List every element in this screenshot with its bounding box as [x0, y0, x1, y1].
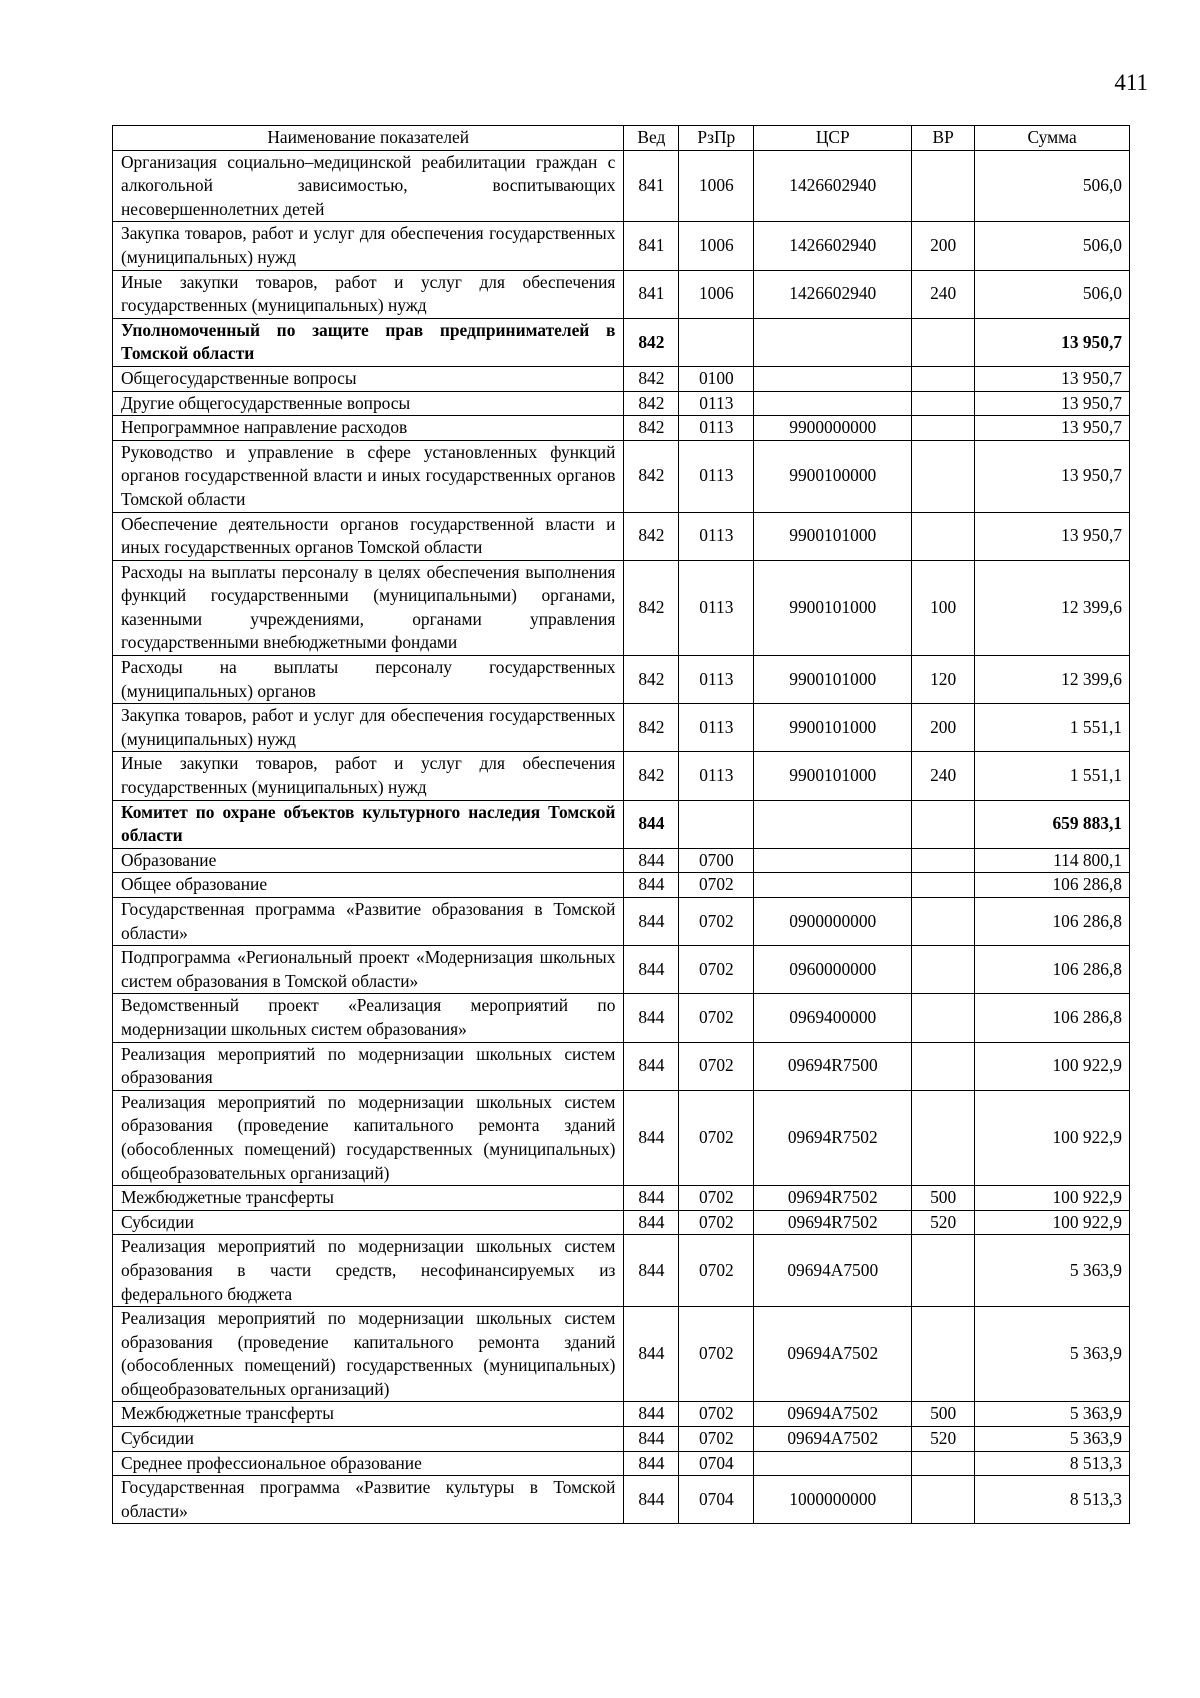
- cell-sum: 106 286,8: [975, 946, 1130, 994]
- cell-rzpr: 0113: [679, 440, 754, 512]
- header-rzpr: РзПр: [679, 126, 754, 151]
- cell-sum: 106 286,8: [975, 873, 1130, 898]
- cell-ved: 844: [624, 898, 679, 946]
- cell-csr: 1000000000: [754, 1476, 912, 1524]
- table-row: [113, 1451, 1130, 1476]
- cell-rzpr: 0702: [679, 1427, 754, 1452]
- cell-ved: 844: [624, 800, 679, 848]
- cell-csr: 9900101000: [754, 512, 912, 560]
- cell-ved: 844: [624, 1210, 679, 1235]
- cell-csr: [754, 391, 912, 416]
- cell-name: Руководство и управление в сфере установленных функций органов государственной власти и иных государственных органов Томской области: [113, 440, 624, 512]
- table-row: [113, 512, 1130, 560]
- cell-rzpr: 0702: [679, 1402, 754, 1427]
- cell-vr: 100: [912, 560, 975, 655]
- header-csr: ЦСР: [754, 126, 912, 151]
- cell-rzpr: 1006: [679, 270, 754, 318]
- cell-ved: 844: [624, 1427, 679, 1452]
- cell-vr: 240: [912, 270, 975, 318]
- cell-rzpr: 0700: [679, 848, 754, 873]
- cell-ved: 842: [624, 656, 679, 704]
- cell-ved: 844: [624, 848, 679, 873]
- cell-rzpr: 0702: [679, 1042, 754, 1090]
- cell-rzpr: 0113: [679, 704, 754, 752]
- cell-vr: [912, 366, 975, 391]
- cell-vr: [912, 1090, 975, 1185]
- cell-vr: [912, 150, 975, 222]
- cell-rzpr: 0702: [679, 946, 754, 994]
- table-row: [113, 416, 1130, 441]
- cell-name: Организация социально–медицинской реабилитации граждан с алкогольной зависимостью, воспитывающих несовершеннолетних детей: [113, 150, 624, 222]
- cell-sum: 106 286,8: [975, 994, 1130, 1042]
- cell-csr: 09694R7500: [754, 1042, 912, 1090]
- cell-vr: 120: [912, 656, 975, 704]
- cell-ved: 842: [624, 440, 679, 512]
- cell-csr: 0900000000: [754, 898, 912, 946]
- cell-rzpr: 0113: [679, 656, 754, 704]
- cell-sum: 100 922,9: [975, 1186, 1130, 1211]
- cell-csr: 1426602940: [754, 270, 912, 318]
- cell-ved: 844: [624, 1307, 679, 1402]
- cell-rzpr: 0113: [679, 416, 754, 441]
- cell-csr: 0960000000: [754, 946, 912, 994]
- cell-ved: 842: [624, 752, 679, 800]
- cell-name: Закупка товаров, работ и услуг для обеспечения государственных (муниципальных) нужд: [113, 222, 624, 270]
- cell-vr: [912, 318, 975, 366]
- cell-rzpr: 0702: [679, 1210, 754, 1235]
- cell-csr: 09694R7502: [754, 1210, 912, 1235]
- cell-vr: [912, 440, 975, 512]
- table-row: [113, 391, 1130, 416]
- cell-sum: 106 286,8: [975, 898, 1130, 946]
- cell-vr: [912, 898, 975, 946]
- cell-rzpr: [679, 318, 754, 366]
- cell-csr: 9900101000: [754, 656, 912, 704]
- cell-sum: 5 363,9: [975, 1307, 1130, 1402]
- table-row: [113, 1090, 1130, 1185]
- cell-vr: [912, 512, 975, 560]
- cell-rzpr: [679, 800, 754, 848]
- cell-sum: 13 950,7: [975, 318, 1130, 366]
- table-row: [113, 873, 1130, 898]
- cell-name: Ведомственный проект «Реализация мероприятий по модернизации школьных систем образования»: [113, 994, 624, 1042]
- table-row: [113, 704, 1130, 752]
- cell-csr: [754, 366, 912, 391]
- cell-csr: 09694A7502: [754, 1307, 912, 1402]
- table-row: [113, 1307, 1130, 1402]
- cell-ved: 844: [624, 873, 679, 898]
- cell-csr: 9900101000: [754, 752, 912, 800]
- cell-vr: [912, 800, 975, 848]
- cell-name: Общее образование: [113, 873, 624, 898]
- cell-ved: 842: [624, 366, 679, 391]
- cell-name: Государственная программа «Развитие культуры в Томской области»: [113, 1476, 624, 1524]
- header-name: Наименование показателей: [113, 126, 624, 151]
- cell-name: Комитет по охране объектов культурного наследия Томской области: [113, 800, 624, 848]
- cell-ved: 844: [624, 1186, 679, 1211]
- cell-rzpr: 0702: [679, 1235, 754, 1307]
- cell-name: Межбюджетные трансферты: [113, 1186, 624, 1211]
- table-row: [113, 440, 1130, 512]
- cell-csr: 0969400000: [754, 994, 912, 1042]
- cell-sum: 506,0: [975, 150, 1130, 222]
- cell-ved: 842: [624, 560, 679, 655]
- table-body: [113, 150, 1130, 1524]
- cell-name: Общегосударственные вопросы: [113, 366, 624, 391]
- cell-name: Расходы на выплаты персоналу государственных (муниципальных) органов: [113, 656, 624, 704]
- cell-sum: 5 363,9: [975, 1402, 1130, 1427]
- cell-name: Уполномоченный по защите прав предпринимателей в Томской области: [113, 318, 624, 366]
- cell-name: Субсидии: [113, 1210, 624, 1235]
- cell-ved: 842: [624, 416, 679, 441]
- table-row: [113, 222, 1130, 270]
- cell-csr: [754, 800, 912, 848]
- cell-vr: [912, 848, 975, 873]
- cell-sum: 100 922,9: [975, 1210, 1130, 1235]
- cell-ved: 844: [624, 1090, 679, 1185]
- table-row: [113, 1402, 1130, 1427]
- cell-rzpr: 0113: [679, 391, 754, 416]
- cell-csr: 9900000000: [754, 416, 912, 441]
- cell-rzpr: 0702: [679, 898, 754, 946]
- cell-vr: [912, 946, 975, 994]
- table-row: [113, 1210, 1130, 1235]
- cell-name: Реализация мероприятий по модернизации школьных систем образования: [113, 1042, 624, 1090]
- table-row: [113, 848, 1130, 873]
- cell-sum: 659 883,1: [975, 800, 1130, 848]
- cell-rzpr: 0113: [679, 512, 754, 560]
- table-row: [113, 1186, 1130, 1211]
- cell-name: Образование: [113, 848, 624, 873]
- cell-ved: 844: [624, 1042, 679, 1090]
- header-ved: Вед: [624, 126, 679, 151]
- table-row: [113, 1476, 1130, 1524]
- cell-csr: 9900101000: [754, 704, 912, 752]
- table-row: [113, 994, 1130, 1042]
- cell-sum: 100 922,9: [975, 1090, 1130, 1185]
- cell-rzpr: 0704: [679, 1476, 754, 1524]
- cell-rzpr: 0702: [679, 1307, 754, 1402]
- budget-table: [112, 125, 1130, 1524]
- cell-rzpr: 0113: [679, 752, 754, 800]
- cell-name: Субсидии: [113, 1427, 624, 1452]
- cell-ved: 844: [624, 1235, 679, 1307]
- cell-ved: 844: [624, 1476, 679, 1524]
- cell-csr: [754, 318, 912, 366]
- cell-vr: [912, 391, 975, 416]
- cell-sum: 506,0: [975, 270, 1130, 318]
- cell-sum: 13 950,7: [975, 416, 1130, 441]
- cell-sum: 100 922,9: [975, 1042, 1130, 1090]
- cell-sum: 506,0: [975, 222, 1130, 270]
- cell-csr: [754, 873, 912, 898]
- cell-vr: [912, 1235, 975, 1307]
- cell-name: Закупка товаров, работ и услуг для обеспечения государственных (муниципальных) нужд: [113, 704, 624, 752]
- cell-sum: 13 950,7: [975, 512, 1130, 560]
- cell-rzpr: 0702: [679, 1090, 754, 1185]
- cell-csr: [754, 1451, 912, 1476]
- cell-name: Иные закупки товаров, работ и услуг для обеспечения государственных (муниципальных) нужд: [113, 752, 624, 800]
- cell-vr: [912, 1042, 975, 1090]
- table-row: [113, 318, 1130, 366]
- cell-vr: 240: [912, 752, 975, 800]
- cell-vr: [912, 873, 975, 898]
- cell-ved: 844: [624, 994, 679, 1042]
- cell-sum: 12 399,6: [975, 656, 1130, 704]
- table-row: [113, 800, 1130, 848]
- cell-csr: 09694R7502: [754, 1090, 912, 1185]
- cell-ved: 844: [624, 946, 679, 994]
- cell-ved: 841: [624, 222, 679, 270]
- cell-name: Реализация мероприятий по модернизации школьных систем образования (проведение капитального ремонта зданий (обособленных помещений) государственных (муниципальных) общеобразовательных организаций): [113, 1307, 624, 1402]
- cell-csr: 9900100000: [754, 440, 912, 512]
- cell-name: Непрограммное направление расходов: [113, 416, 624, 441]
- cell-csr: 09694A7502: [754, 1402, 912, 1427]
- cell-sum: 13 950,7: [975, 366, 1130, 391]
- cell-name: Расходы на выплаты персоналу в целях обеспечения выполнения функций государственными (муниципальными) органами, казенными учреждениями, органами управления государственными внебюджетными фондами: [113, 560, 624, 655]
- cell-rzpr: 0702: [679, 1186, 754, 1211]
- cell-ved: 844: [624, 1402, 679, 1427]
- table-row: [113, 150, 1130, 222]
- cell-ved: 842: [624, 318, 679, 366]
- cell-csr: 09694R7502: [754, 1186, 912, 1211]
- cell-name: Иные закупки товаров, работ и услуг для обеспечения государственных (муниципальных) нужд: [113, 270, 624, 318]
- cell-sum: 8 513,3: [975, 1476, 1130, 1524]
- header-row: [113, 126, 1130, 151]
- table-row: [113, 560, 1130, 655]
- cell-sum: 114 800,1: [975, 848, 1130, 873]
- cell-vr: [912, 1451, 975, 1476]
- cell-rzpr: 1006: [679, 150, 754, 222]
- cell-sum: 12 399,6: [975, 560, 1130, 655]
- cell-vr: 500: [912, 1402, 975, 1427]
- cell-sum: 1 551,1: [975, 752, 1130, 800]
- cell-csr: 09694A7500: [754, 1235, 912, 1307]
- cell-ved: 842: [624, 512, 679, 560]
- cell-name: Среднее профессиональное образование: [113, 1451, 624, 1476]
- cell-rzpr: 0704: [679, 1451, 754, 1476]
- cell-name: Реализация мероприятий по модернизации школьных систем образования в части средств, несофинансируемых из федерального бюджета: [113, 1235, 624, 1307]
- cell-ved: 841: [624, 270, 679, 318]
- cell-ved: 841: [624, 150, 679, 222]
- table-row: [113, 1427, 1130, 1452]
- cell-rzpr: 0702: [679, 994, 754, 1042]
- cell-rzpr: 0702: [679, 873, 754, 898]
- cell-csr: 1426602940: [754, 150, 912, 222]
- cell-vr: 520: [912, 1210, 975, 1235]
- cell-rzpr: 0113: [679, 560, 754, 655]
- table-row: [113, 752, 1130, 800]
- cell-sum: 13 950,7: [975, 391, 1130, 416]
- cell-vr: [912, 416, 975, 441]
- cell-ved: 842: [624, 391, 679, 416]
- cell-vr: 200: [912, 704, 975, 752]
- cell-vr: [912, 1307, 975, 1402]
- cell-name: Другие общегосударственные вопросы: [113, 391, 624, 416]
- table-row: [113, 946, 1130, 994]
- cell-csr: 09694A7502: [754, 1427, 912, 1452]
- table-row: [113, 656, 1130, 704]
- header-sum: Сумма: [975, 126, 1130, 151]
- cell-vr: 520: [912, 1427, 975, 1452]
- cell-vr: [912, 994, 975, 1042]
- cell-name: Государственная программа «Развитие образования в Томской области»: [113, 898, 624, 946]
- cell-rzpr: 1006: [679, 222, 754, 270]
- cell-sum: 13 950,7: [975, 440, 1130, 512]
- cell-csr: [754, 848, 912, 873]
- cell-csr: 9900101000: [754, 560, 912, 655]
- cell-sum: 1 551,1: [975, 704, 1130, 752]
- table-row: [113, 1235, 1130, 1307]
- cell-name: Подпрограмма «Региональный проект «Модернизация школьных систем образования в Томской области»: [113, 946, 624, 994]
- cell-rzpr: 0100: [679, 366, 754, 391]
- cell-ved: 844: [624, 1451, 679, 1476]
- cell-sum: 8 513,3: [975, 1451, 1130, 1476]
- cell-name: Реализация мероприятий по модернизации школьных систем образования (проведение капитального ремонта зданий (обособленных помещений) государственных (муниципальных) общеобразовательных организаций): [113, 1090, 624, 1185]
- cell-vr: [912, 1476, 975, 1524]
- cell-vr: 200: [912, 222, 975, 270]
- cell-name: Межбюджетные трансферты: [113, 1402, 624, 1427]
- cell-sum: 5 363,9: [975, 1427, 1130, 1452]
- table-row: [113, 1042, 1130, 1090]
- table-row: [113, 270, 1130, 318]
- page-number: 411: [1114, 70, 1148, 95]
- cell-name: Обеспечение деятельности органов государственной власти и иных государственных органов Томской области: [113, 512, 624, 560]
- cell-csr: 1426602940: [754, 222, 912, 270]
- cell-vr: 500: [912, 1186, 975, 1211]
- table-header: [113, 126, 1130, 151]
- table-row: [113, 898, 1130, 946]
- table-row: [113, 366, 1130, 391]
- cell-ved: 842: [624, 704, 679, 752]
- header-vr: ВР: [912, 126, 975, 151]
- cell-sum: 5 363,9: [975, 1235, 1130, 1307]
